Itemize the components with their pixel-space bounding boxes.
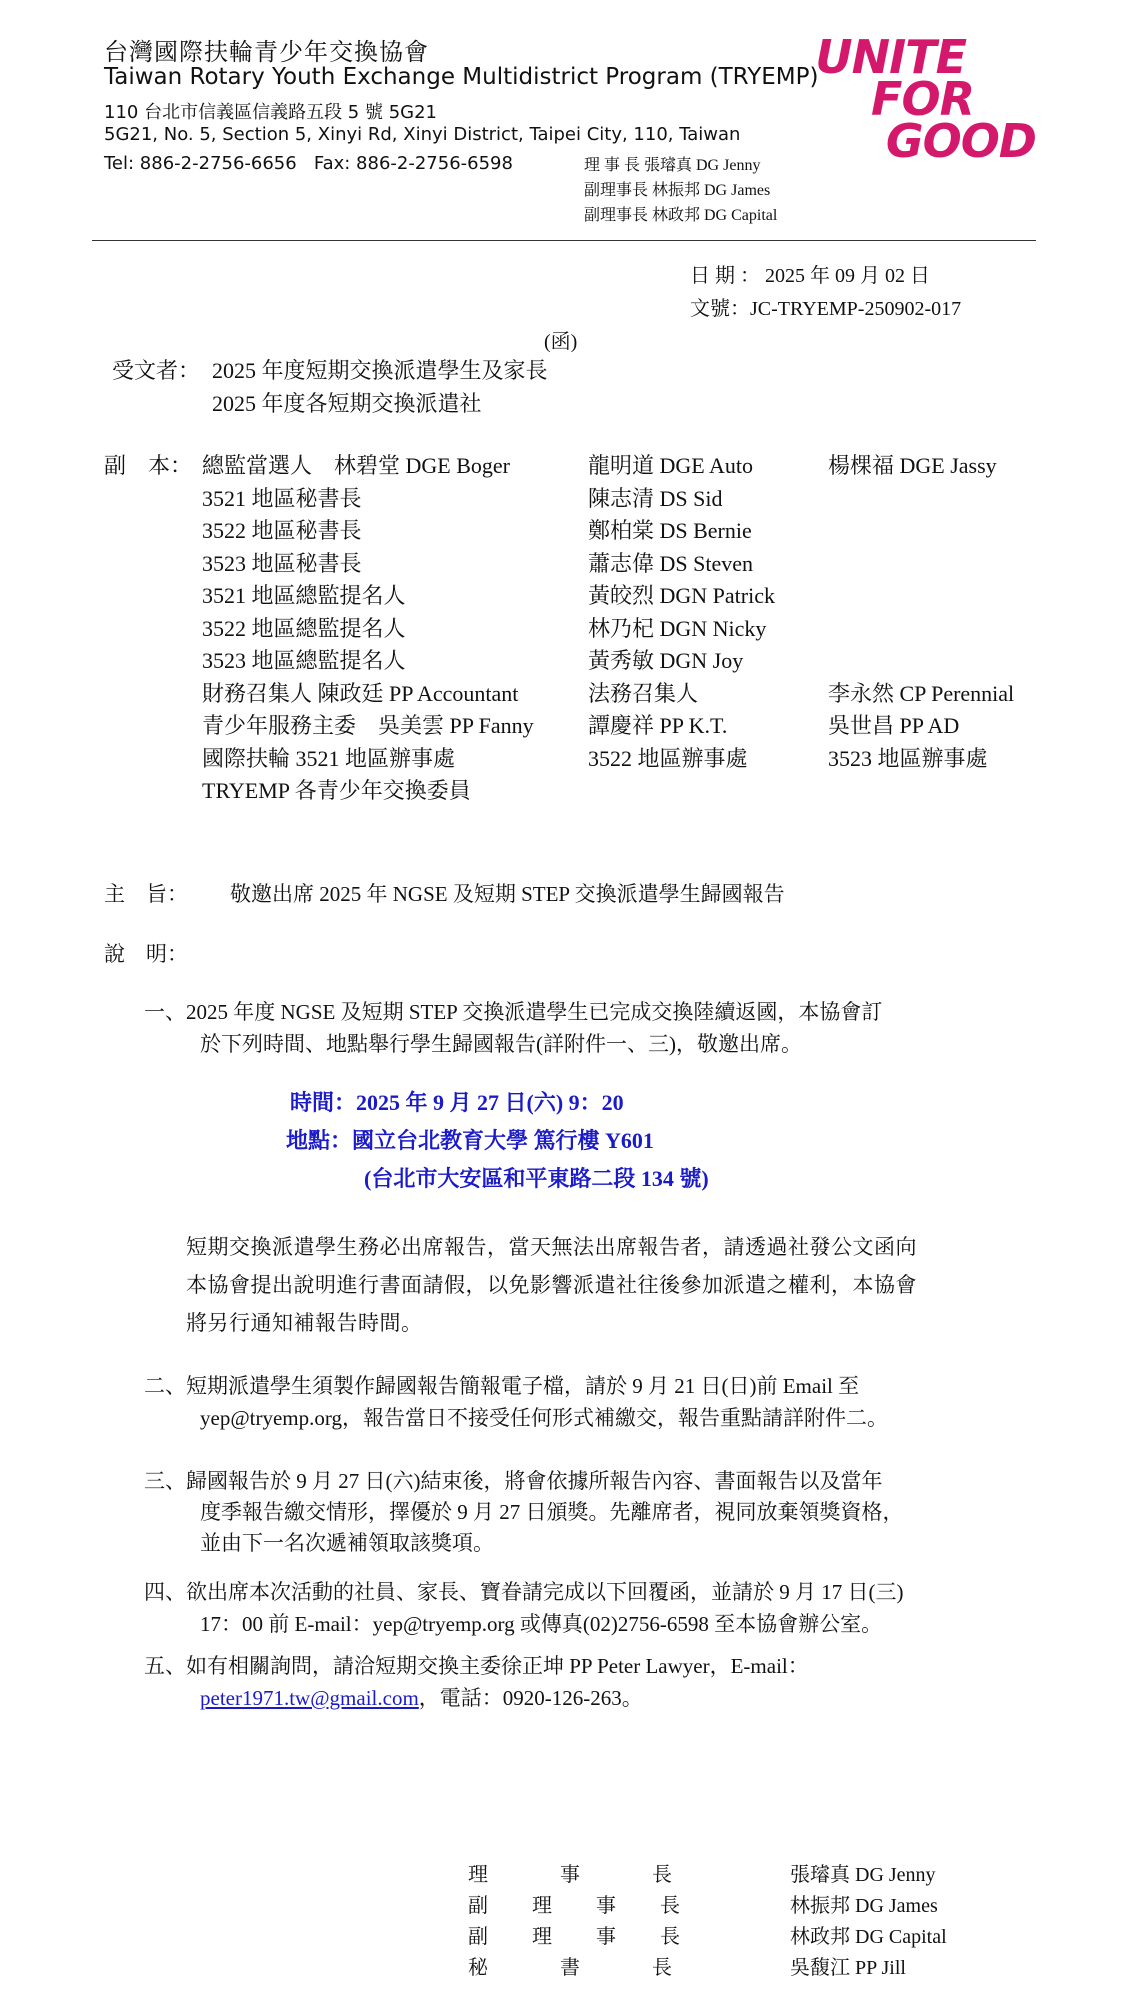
item-2-line: 二、短期派遣學生須製作歸國報告簡報電子檔，請於 9 月 21 日(日)前 Email 至: [144, 1374, 860, 1398]
tel-fax: Tel: 886-2-2756-6656 Fax: 886-2-2756-6598: [104, 153, 513, 174]
recipient-line: 2025 年度各短期交換派遣社: [212, 391, 482, 416]
item-2: [144, 1370, 1034, 1434]
note-line: 本協會提出說明進行書面請假，以免影響派遣社往後參加派遣之權利，本協會: [186, 1273, 917, 1297]
copies-cell: 3523 地區秘書長: [202, 550, 362, 576]
item-5-line: 五、如有相關詢問，請洽短期交換主委徐正坤 PP Peter Lawyer，E-mail：: [144, 1654, 809, 1678]
copies-cell: 青少年服務主委 吳美雲 PP Fanny: [202, 713, 534, 738]
doc-meta: [690, 260, 961, 326]
signature-title: 副理事長: [468, 1926, 724, 1948]
header-divider: [92, 240, 1036, 241]
copies-cell: 林乃杞 DGN Nicky: [588, 615, 767, 641]
copies-label: 副 本：: [104, 453, 193, 478]
signature-name: 吳馥江 PP Jill: [790, 1957, 906, 1979]
logo-line: UNITE: [815, 30, 966, 84]
address-en: 5G21, No. 5, Section 5, Xinyi Rd, Xinyi District, Taipei City, 110, Taiwan: [104, 124, 741, 145]
copies-cell: 李永然 CP Perennial: [828, 680, 1015, 706]
contact-phone: ，電話：0920-126-263。: [418, 1686, 643, 1710]
copies-cell: 陳志清 DS Sid: [588, 485, 723, 511]
copies-cell: 黃秀敏 DGN Joy: [588, 648, 744, 673]
attendance-note: [186, 1228, 1026, 1342]
doc-number: 文號：JC-TRYEMP-250902-017: [690, 298, 962, 320]
subject: [104, 878, 785, 908]
recipient-line: 2025 年度短期交換派遣學生及家長: [212, 358, 548, 383]
item-3-line: 並由下一名次遞補領取該獎項。: [200, 1531, 494, 1555]
copies-cell: 黃皎烈 DGN Patrick: [588, 583, 775, 608]
explanation-label: 說 明：: [104, 942, 188, 966]
note-line: 將另行通知補報告時間。: [186, 1311, 423, 1335]
signature-title: 理事長: [468, 1864, 744, 1886]
org-name-zh: 台灣國際扶輪青少年交換協會: [104, 38, 429, 66]
copies-cell: 總監當選人 林碧堂 DGE Boger: [202, 453, 510, 478]
officer-line: 副理事長 林振邦 DG James: [584, 182, 771, 199]
doc-date: 日 期 ： 2025 年 09 月 02 日: [690, 265, 930, 287]
copies-cell: 3523 地區總監提名人: [202, 648, 406, 673]
address-zh: 110 台北市信義區信義路五段 5 號 5G21: [104, 102, 437, 123]
item-3-line: 三、歸國報告於 9 月 27 日(六)結束後，將會依據所報告內容、書面報告以及當年: [144, 1469, 883, 1493]
copies-cell: 3522 地區辦事處: [588, 745, 748, 771]
copies-cell: 國際扶輪 3521 地區辦事處: [202, 745, 456, 771]
item-3: [144, 1466, 1034, 1559]
logo-line: GOOD: [885, 114, 1036, 168]
contact-email-link[interactable]: peter1971.tw@gmail.com: [200, 1686, 419, 1710]
copies-cell: 蕭志偉 DS Steven: [588, 550, 754, 576]
event-address: (台北市大安區和平東路二段 134 號): [364, 1166, 709, 1191]
signature-name: 林振邦 DG James: [790, 1895, 938, 1917]
copies-cell: 法務召集人: [588, 680, 699, 706]
copies-cell: 3521 地區總監提名人: [202, 583, 406, 608]
officer-line: 理 事 長 張璿真 DG Jenny: [584, 157, 761, 174]
item-5: [144, 1650, 1034, 1714]
copies-cell: 鄭柏棠 DS Bernie: [588, 518, 752, 543]
signature-name: 林政邦 DG Capital: [790, 1926, 947, 1948]
item-4-line: 17：00 前 E-mail：yep@tryemp.org 或傳真(02)2756-6598 至本協會辦公室。: [200, 1612, 883, 1636]
subject-label: 主 旨：: [104, 882, 188, 906]
item-1: [144, 996, 1024, 1060]
signature-title: 副理事長: [468, 1895, 724, 1917]
copies-cell: 3522 地區總監提名人: [202, 615, 406, 641]
letter-type: (函): [544, 331, 578, 353]
recipients-label: 受文者：: [112, 358, 201, 383]
copies-cell: 楊棵福 DGE Jassy: [828, 453, 997, 478]
item-1-line: 一、2025 年度 NGSE 及短期 STEP 交換派遣學生已完成交換陸續返國，本協會訂: [144, 1000, 883, 1024]
signature-title: 秘書長: [468, 1957, 744, 1979]
unite-for-good-logo: [796, 30, 1036, 168]
item-2-line: yep@tryemp.org，報告當日不接受任何形式補繳交，報告重點請詳附件二。: [200, 1406, 889, 1430]
copies-cell: TRYEMP 各青少年交換委員: [202, 778, 471, 803]
copies-cell: 3521 地區秘書長: [202, 485, 362, 511]
item-4-line: 四、欲出席本次活動的社員、家長、寶眷請完成以下回覆函，並請於 9 月 17 日(三): [144, 1580, 904, 1604]
copies-cell: 財務召集人 陳政廷 PP Accountant: [202, 680, 519, 706]
copies-cell: 3523 地區辦事處: [828, 745, 988, 771]
org-name-en: Taiwan Rotary Youth Exchange Multidistrict Program (TRYEMP): [104, 64, 819, 90]
copies-cell: 3522 地區秘書長: [202, 518, 362, 543]
logo-line: FOR: [871, 72, 974, 126]
officer-line: 副理事長 林政邦 DG Capital: [584, 207, 778, 224]
signature-name: 張璿真 DG Jenny: [790, 1864, 936, 1886]
copies-cell: 譚慶祥 PP K.T.: [588, 713, 728, 738]
item-1-line: 於下列時間、地點舉行學生歸國報告(詳附件一、三)，敬邀出席。: [200, 1032, 802, 1056]
event-place: 地點：國立台北教育大學 篤行樓 Y601: [286, 1128, 654, 1153]
header-officers: [584, 153, 777, 228]
event-time: 時間：2025 年 9 月 27 日(六) 9：20: [290, 1090, 624, 1115]
item-3-line: 度季報告繳交情形，擇優於 9 月 27 日頒獎。先離席者，視同放棄領獎資格，: [200, 1500, 904, 1524]
copies-cell: 吳世昌 PP AD: [828, 713, 960, 738]
recipients: [112, 354, 548, 420]
copies-cell: 龍明道 DGE Auto: [588, 453, 754, 478]
subject-text: 敬邀出席 2025 年 NGSE 及短期 STEP 交換派遣學生歸國報告: [230, 882, 785, 906]
note-line: 短期交換派遣學生務必出席報告，當天無法出席報告者，請透過社發公文函向: [186, 1235, 917, 1259]
item-4: [144, 1576, 1034, 1640]
